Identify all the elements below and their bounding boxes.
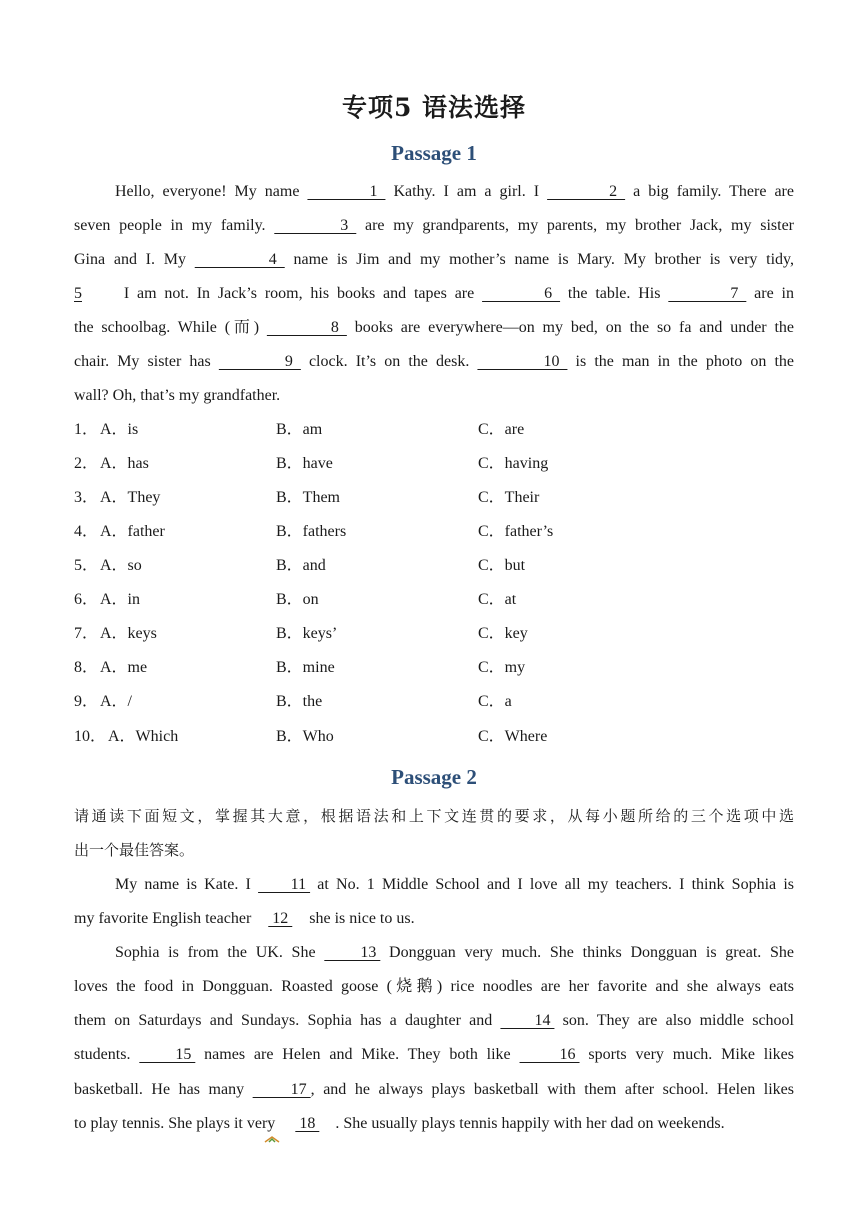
question-9-option-a[interactable]: A．/ [100,693,133,710]
passage-2-line-8: to play tennis. She plays it very 18 . She usually plays tennis happily with her dad on weekends. [74,1115,725,1132]
question-6-option-a[interactable]: A．in [100,591,141,608]
blank-8[interactable]: 8 [266,319,347,336]
question-3-option-a[interactable]: A．They [100,489,161,506]
question-9-number: 9． [74,693,99,710]
passage-1-line-7: wall? Oh, that’s my grandfather. [74,387,281,404]
passage-2-line-3: Sophia is from the UK. She 13 Dongguan very much. She thinks Dongguan is great. She [115,944,795,961]
question-5-option-a[interactable]: A．so [100,557,142,574]
blank-18[interactable]: 18 [295,1115,320,1132]
question-3-number: 3． [74,489,99,506]
question-8-option-c[interactable]: C．my [478,659,526,676]
blank-13[interactable]: 13 [324,944,381,961]
passage-2-heading: Passage 2 [391,765,477,789]
question-7-number: 7． [74,625,99,642]
watermark-logo-icon [263,1134,281,1144]
passage-2-instruction-line-1: 请通读下面短文，掌握其大意，根据语法和上下文连贯的要求，从每小题所给的三个选项中选 [74,807,794,825]
question-7-option-b[interactable]: B．keys’ [276,625,338,642]
blank-17[interactable]: 17 [252,1081,311,1098]
question-2-option-c[interactable]: C．having [478,455,549,472]
passage-1-line-2: seven people in my family. 3 are my grandparents, my parents, my brother Jack, my sister [74,217,794,234]
question-3-option-c[interactable]: C．Their [478,489,540,506]
document-title: 专项5 语法选择 [341,93,527,122]
passage-2-line-6: students. 15 names are Helen and Mike. They both like 16 sports very much. Mike likes [74,1046,795,1063]
question-9-option-b[interactable]: B．the [276,693,323,710]
question-4-number: 4． [74,523,99,540]
question-5-option-c[interactable]: C．but [478,557,526,574]
passage-2-line-2: my favorite English teacher 12 she is nice to us. [74,910,415,927]
question-6-option-c[interactable]: C．at [478,591,517,608]
blank-15[interactable]: 15 [139,1046,196,1063]
question-9-option-c[interactable]: C．a [478,693,512,710]
blank-2[interactable]: 2 [547,183,626,200]
passage-1-line-3: Gina and I. My 4 name is Jim and my mother’s name is Mary. My brother is very tidy, [74,251,795,268]
passage-2-line-1: My name is Kate. I 11 at No. 1 Middle School and I love all my teachers. I think Sophia is [115,876,794,893]
question-7-option-a[interactable]: A．keys [100,625,157,642]
passage-1-line-4: 5 I am not. In Jack’s room, his books and tapes are 6 the table. His 7 are in [74,285,794,302]
blank-1[interactable]: 1 [307,183,386,200]
blank-16[interactable]: 16 [519,1046,580,1063]
blank-7[interactable]: 7 [668,285,747,302]
question-8-number: 8． [74,659,99,676]
blank-4[interactable]: 4 [194,251,285,268]
question-4-option-a[interactable]: A．father [100,523,165,540]
question-8-option-a[interactable]: A．me [100,659,148,676]
question-1-option-b[interactable]: B．am [276,421,323,438]
passage-1-heading: Passage 1 [391,141,477,165]
passage-1-line-1: Hello, everyone! My name 1 Kathy. I am a girl. I 2 a big family. There are [115,183,794,200]
question-8-option-b[interactable]: B．mine [276,659,335,676]
blank-14[interactable]: 14 [500,1012,555,1029]
blank-5[interactable]: 5 [74,285,82,302]
passage-2-instruction-line-2: 出一个最佳答案。 [74,841,195,859]
question-4-option-c[interactable]: C．father’s [478,523,554,540]
question-1-option-a[interactable]: A．is [100,421,139,438]
passage-1-line-5: the schoolbag. While (而) 8 books are everywhere—on my bed, on the so fa and under the [74,319,794,336]
question-10-number: 10． [74,728,107,745]
question-5-option-b[interactable]: B．and [276,557,326,574]
question-5-number: 5． [74,557,99,574]
blank-6[interactable]: 6 [482,285,561,302]
blank-12[interactable]: 12 [268,910,293,927]
question-1-number: 1． [74,421,99,438]
passage-2-line-4: loves the food in Dongguan. Roasted goose (烧鹅) rice noodles are her favorite and she always eats [74,978,794,995]
blank-11[interactable]: 11 [258,876,311,893]
blank-10[interactable]: 10 [477,353,568,370]
question-7-option-c[interactable]: C．key [478,625,528,642]
question-3-option-b[interactable]: B．Them [276,489,340,506]
question-1-option-c[interactable]: C．are [478,421,525,438]
passage-1-line-6: chair. My sister has 9 clock. It’s on the desk. 10 is the man in the photo on the [74,353,795,370]
question-2-number: 2． [74,455,99,472]
question-10-option-a[interactable]: A．Which [108,728,179,745]
passage-2-line-5: them on Saturdays and Sundays. Sophia has a daughter and 14 son. They are also middle school [74,1012,795,1029]
blank-3[interactable]: 3 [274,217,357,234]
question-6-option-b[interactable]: B．on [276,591,319,608]
question-2-option-a[interactable]: A．has [100,455,149,472]
question-6-number: 6． [74,591,99,608]
question-2-option-b[interactable]: B．have [276,455,333,472]
passage-2-line-7: basketball. He has many 17 , and he always plays basketball with them after school. Helen likes [74,1081,794,1098]
question-4-option-b[interactable]: B．fathers [276,523,347,540]
question-10-option-c[interactable]: C．Where [478,728,548,745]
blank-9[interactable]: 9 [218,353,301,370]
question-10-option-b[interactable]: B．Who [276,728,334,745]
